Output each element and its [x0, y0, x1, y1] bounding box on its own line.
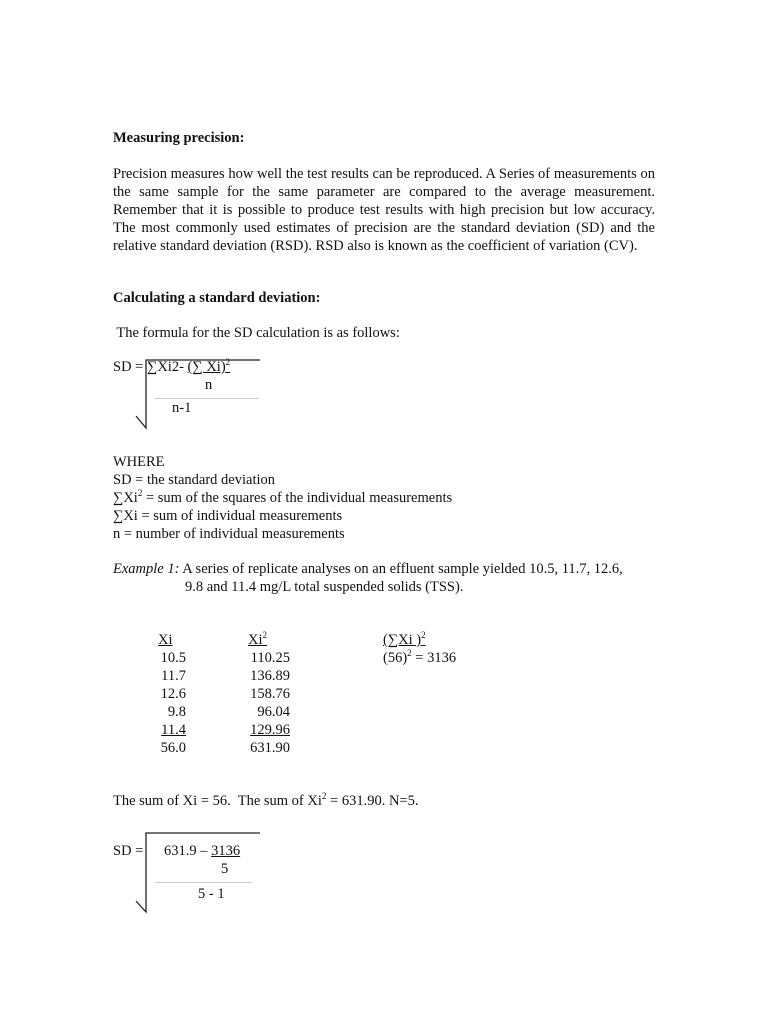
col1-cell: 12.6: [160, 686, 186, 702]
where-line-n: n = number of individual measurements: [113, 526, 345, 542]
col1-total: 56.0: [160, 740, 186, 756]
sum-statement: [113, 793, 418, 810]
sum-statement-exponent: 2: [321, 791, 327, 801]
paragraph-precision: Precision measures how well the test results can be reproduced. A Series of measurements on the same sample for the same parameter are compared to the average measurement. Remember that it is possible to produce test results with high precision but low accuracy. The most commonly used estimates of precision are the standard deviation (SD) and the relative standard deviation (RSD). RSD also is known as the coefficient of variation (CV).: [113, 166, 655, 254]
col3-cell-exponent: 2: [407, 648, 412, 658]
col2-header: [248, 632, 267, 649]
where-sum-squares-text: = sum of the squares of the individual measurements: [142, 490, 453, 506]
col1-cell: 11.7: [161, 668, 186, 684]
col2-total: 631.90: [250, 740, 290, 756]
col2-cell: 110.25: [250, 650, 290, 666]
col1-cell: 9.8: [167, 704, 186, 720]
heading-measuring-precision: Measuring precision:: [113, 130, 245, 146]
radical-sign: [134, 358, 262, 432]
col1-header: Xi: [158, 632, 173, 648]
where-sum-squares-exponent: 2: [137, 488, 143, 498]
formula2-sum-squared: 3136: [211, 843, 241, 859]
radical-sign-2: [134, 831, 262, 915]
formula-exponent: 2: [225, 357, 231, 367]
example-text1: A series of replicate analyses on an effluent sample yielded 10.5, 11.7, 12.6,: [179, 561, 623, 577]
where-line-sd: SD = the standard deviation: [113, 472, 276, 488]
formula2-inner-denominator: 5: [221, 861, 229, 877]
formula-lhs: SD =: [113, 359, 144, 375]
sum-statement-a: The sum of Xi = 56. The sum of Xi: [113, 793, 322, 809]
col2-cell: 136.89: [250, 668, 290, 684]
col2-cell: 129.96: [250, 722, 290, 738]
formula2-lhs: SD =: [113, 843, 144, 859]
col1-cell: 10.5: [160, 650, 186, 666]
where-title: WHERE: [113, 454, 165, 470]
heading-calculating-sd: Calculating a standard deviation:: [113, 290, 321, 306]
example-label: Example 1:: [113, 561, 180, 577]
col2-header-text: Xi: [248, 632, 263, 648]
formula-sum-squared-text: (∑ Xi): [187, 359, 226, 375]
example-line1: [113, 561, 623, 578]
formula2-sum-squares: 631.9 –: [164, 843, 212, 859]
where-line-sum: ∑Xi = sum of individual measurements: [113, 508, 343, 524]
where-sum-squares-symbol: ∑Xi: [113, 490, 138, 506]
col2-header-exponent: 2: [262, 630, 267, 640]
formula-intro: The formula for the SD calculation is as follows:: [113, 325, 400, 341]
where-line-sum-squares: [113, 490, 452, 507]
example-line2: 9.8 and 11.4 mg/L total suspended solids (TSS).: [185, 579, 464, 595]
formula-inner-denominator: n: [205, 377, 213, 393]
col1-cell: 11.4: [161, 722, 186, 738]
col3-cell: [383, 650, 456, 667]
sum-statement-b: = 631.90. N=5.: [326, 793, 419, 809]
col3-header: [383, 632, 426, 649]
col2-cell: 96.04: [257, 704, 290, 720]
formula-outer-denominator: n-1: [172, 400, 192, 416]
formula-sum-squares: ∑Xi2-: [147, 359, 188, 375]
col2-cell: 158.76: [250, 686, 290, 702]
col3-cell-base: (56): [383, 650, 408, 666]
col3-header-exponent: 2: [421, 630, 426, 640]
formula2-outer-denominator: 5 - 1: [198, 886, 225, 902]
col3-header-text: (∑Xi ): [383, 632, 422, 648]
col3-cell-value: = 3136: [411, 650, 457, 666]
